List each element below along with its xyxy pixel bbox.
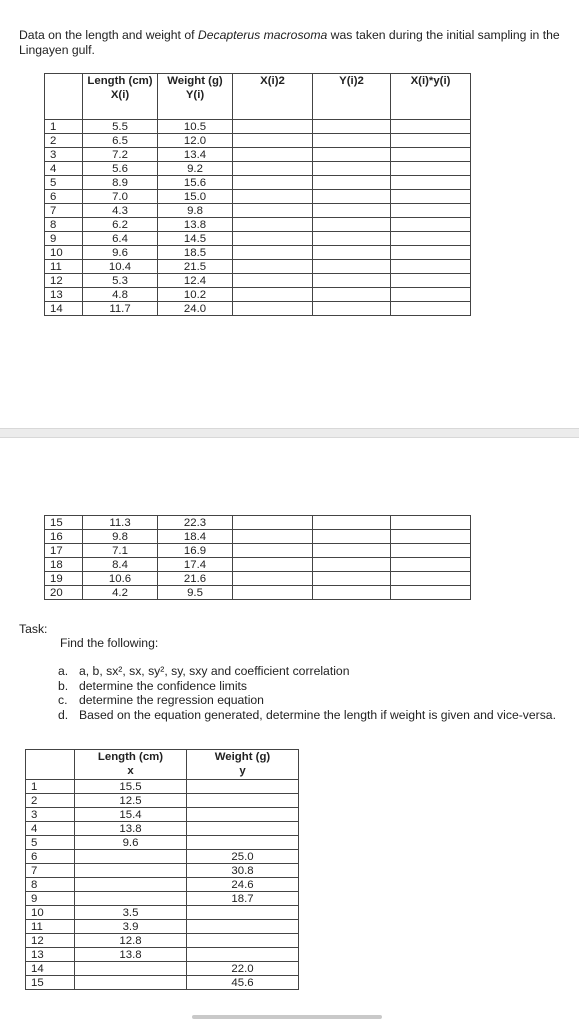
intro-paragraph [19, 28, 564, 58]
row-index: 13 [26, 948, 75, 962]
y-squared-cell [313, 204, 391, 218]
t2-header-weight-label: Weight (g) [214, 751, 271, 763]
length-value: 4.8 [83, 288, 158, 302]
table-row [45, 246, 471, 260]
table-row [26, 934, 299, 948]
task-item [58, 693, 563, 708]
row-index: 11 [26, 920, 75, 934]
task-marker: a. [58, 664, 69, 678]
xy-product-cell [391, 204, 471, 218]
t2-header-x-label: x [127, 765, 134, 777]
row-index: 9 [26, 892, 75, 906]
table-row [26, 976, 299, 990]
x-squared-cell [233, 572, 313, 586]
length-value [75, 976, 187, 990]
y-squared-cell [313, 232, 391, 246]
xy-product-cell [391, 232, 471, 246]
task-label: Task: [19, 622, 48, 636]
y-squared-cell [313, 586, 391, 600]
y-squared-cell [313, 530, 391, 544]
table-row [45, 260, 471, 274]
species-name: Decapterus macrosoma [197, 28, 328, 43]
weight-value: 15.6 [158, 176, 233, 190]
x-squared-cell [233, 274, 313, 288]
weight-value: 17.4 [158, 558, 233, 572]
table-row [45, 148, 471, 162]
length-value: 15.4 [75, 808, 187, 822]
table-row [26, 920, 299, 934]
weight-value: 9.8 [158, 204, 233, 218]
weight-value: 18.5 [158, 246, 233, 260]
weight-value [187, 948, 299, 962]
y-squared-cell [313, 302, 391, 316]
row-index: 8 [26, 878, 75, 892]
weight-value: 22.0 [187, 962, 299, 976]
length-value: 7.2 [83, 148, 158, 162]
task-text: Based on the equation generated, determine the length if weight is given and vice-versa. [79, 707, 556, 722]
x-squared-cell [233, 218, 313, 232]
weight-value: 45.6 [187, 976, 299, 990]
length-value: 8.9 [83, 176, 158, 190]
weight-value: 25.0 [187, 850, 299, 864]
length-value: 5.6 [83, 162, 158, 176]
table-row [45, 204, 471, 218]
length-value: 12.5 [75, 794, 187, 808]
table-row [45, 572, 471, 586]
weight-value: 10.5 [158, 120, 233, 134]
task-item [58, 664, 563, 679]
weight-value [187, 780, 299, 794]
weight-value [187, 822, 299, 836]
weight-value: 21.6 [158, 572, 233, 586]
length-value: 9.6 [75, 836, 187, 850]
y-squared-cell [313, 246, 391, 260]
length-value: 4.2 [83, 586, 158, 600]
row-index: 13 [45, 288, 83, 302]
task-text: determine the confidence limits [79, 678, 248, 693]
row-index: 5 [26, 836, 75, 850]
weight-value: 16.9 [158, 544, 233, 558]
table-row [26, 780, 299, 794]
y-squared-cell [313, 274, 391, 288]
length-value: 10.6 [83, 572, 158, 586]
weight-value [187, 906, 299, 920]
t2-header-index [26, 750, 75, 780]
xy-product-cell [391, 274, 471, 288]
table-row [26, 822, 299, 836]
length-value: 3.9 [75, 920, 187, 934]
x-squared-cell [233, 586, 313, 600]
xy-product-cell [391, 302, 471, 316]
table-row [45, 544, 471, 558]
length-value: 11.7 [83, 302, 158, 316]
weight-value [187, 808, 299, 822]
weight-value: 9.5 [158, 586, 233, 600]
x-squared-cell [233, 176, 313, 190]
weight-value [187, 836, 299, 850]
header-index [45, 74, 83, 120]
task-item [58, 679, 563, 694]
x-squared-cell [233, 134, 313, 148]
horizontal-scrollbar[interactable] [192, 1015, 382, 1019]
length-value: 10.4 [83, 260, 158, 274]
weight-value: 9.2 [158, 162, 233, 176]
y-squared-cell [313, 218, 391, 232]
y-squared-cell [313, 288, 391, 302]
xy-product-cell [391, 162, 471, 176]
x-squared-cell [233, 558, 313, 572]
weight-value: 21.5 [158, 260, 233, 274]
length-value [75, 864, 187, 878]
t2-header-weight [187, 750, 299, 780]
length-value: 6.4 [83, 232, 158, 246]
weight-value: 18.4 [158, 530, 233, 544]
row-index: 14 [45, 302, 83, 316]
weight-value: 14.5 [158, 232, 233, 246]
page-break-divider [0, 428, 579, 438]
y-squared-cell [313, 572, 391, 586]
row-index: 1 [45, 120, 83, 134]
y-squared-cell [313, 544, 391, 558]
y-squared-cell [313, 176, 391, 190]
weight-value: 13.8 [158, 218, 233, 232]
header-xy-product: X(i)*y(i) [391, 74, 471, 120]
table-row [26, 906, 299, 920]
intro-text-before: Data on the length and weight of [19, 28, 198, 43]
header-x-squared: X(i)2 [233, 74, 313, 120]
table-row [26, 850, 299, 864]
weight-value: 12.4 [158, 274, 233, 288]
row-index: 12 [26, 934, 75, 948]
length-value: 8.4 [83, 558, 158, 572]
weight-value: 15.0 [158, 190, 233, 204]
row-index: 16 [45, 530, 83, 544]
row-index: 18 [45, 558, 83, 572]
table-row [26, 864, 299, 878]
table-row [45, 274, 471, 288]
row-index: 3 [26, 808, 75, 822]
y-squared-cell [313, 260, 391, 274]
xy-product-cell [391, 516, 471, 530]
table-row [26, 808, 299, 822]
length-value: 4.3 [83, 204, 158, 218]
table-row [26, 836, 299, 850]
length-value: 13.8 [75, 948, 187, 962]
y-squared-cell [313, 516, 391, 530]
row-index: 10 [45, 246, 83, 260]
table-row [45, 558, 471, 572]
table-row [45, 134, 471, 148]
header-y-squared: Y(i)2 [313, 74, 391, 120]
length-value: 5.5 [83, 120, 158, 134]
x-squared-cell [233, 260, 313, 274]
table-row [45, 218, 471, 232]
length-value: 3.5 [75, 906, 187, 920]
weight-value: 12.0 [158, 134, 233, 148]
x-squared-cell [233, 148, 313, 162]
row-index: 20 [45, 586, 83, 600]
x-squared-cell [233, 544, 313, 558]
row-index: 7 [45, 204, 83, 218]
y-squared-cell [313, 558, 391, 572]
table-row [26, 948, 299, 962]
y-squared-cell [313, 134, 391, 148]
xy-product-cell [391, 260, 471, 274]
table-row [26, 892, 299, 906]
x-squared-cell [233, 530, 313, 544]
xy-product-cell [391, 148, 471, 162]
row-index: 6 [26, 850, 75, 864]
task-text: a, b, sx², sx, sy², sy, sxy and coefficient correlation [79, 664, 350, 678]
length-value [75, 850, 187, 864]
length-value: 5.3 [83, 274, 158, 288]
weight-value [187, 794, 299, 808]
row-index: 4 [26, 822, 75, 836]
x-squared-cell [233, 190, 313, 204]
table-row [45, 162, 471, 176]
y-squared-cell [313, 148, 391, 162]
length-value: 9.6 [83, 246, 158, 260]
row-index: 15 [26, 976, 75, 990]
row-index: 9 [45, 232, 83, 246]
row-index: 8 [45, 218, 83, 232]
task-list [58, 664, 563, 722]
row-index: 7 [26, 864, 75, 878]
table-row [45, 586, 471, 600]
y-squared-cell [313, 120, 391, 134]
x-squared-cell [233, 204, 313, 218]
xy-product-cell [391, 288, 471, 302]
sample-table [25, 749, 299, 990]
x-squared-cell [233, 302, 313, 316]
weight-value: 24.0 [158, 302, 233, 316]
row-index: 2 [26, 794, 75, 808]
length-value: 7.1 [83, 544, 158, 558]
table-row [45, 516, 471, 530]
header-weight: Weight (g) Y(i) [158, 74, 233, 120]
table-row [26, 794, 299, 808]
row-index: 11 [45, 260, 83, 274]
xy-product-cell [391, 190, 471, 204]
length-value [75, 892, 187, 906]
weight-value: 18.7 [187, 892, 299, 906]
intro-text-after: was taken during the initial sampling in the Lingayen gulf. [19, 28, 560, 58]
x-squared-cell [233, 162, 313, 176]
xy-product-cell [391, 120, 471, 134]
header-length: Length (cm) X(i) [83, 74, 158, 120]
row-index: 3 [45, 148, 83, 162]
row-index: 12 [45, 274, 83, 288]
xy-product-cell [391, 558, 471, 572]
row-index: 6 [45, 190, 83, 204]
xy-product-cell [391, 530, 471, 544]
y-squared-cell [313, 190, 391, 204]
row-index: 2 [45, 134, 83, 148]
table-row [26, 962, 299, 976]
row-index: 14 [26, 962, 75, 976]
task-marker: c. [58, 693, 68, 707]
t2-header-y-label: y [239, 765, 246, 777]
weight-value: 10.2 [158, 288, 233, 302]
table-row [26, 878, 299, 892]
table-row [45, 190, 471, 204]
data-table-page2 [44, 515, 471, 600]
length-value: 6.2 [83, 218, 158, 232]
task-intro: Find the following: [60, 636, 159, 650]
table-row [45, 288, 471, 302]
xy-product-cell [391, 176, 471, 190]
table-row [45, 530, 471, 544]
table-row [45, 302, 471, 316]
x-squared-cell [233, 232, 313, 246]
weight-value: 22.3 [158, 516, 233, 530]
table-row [45, 176, 471, 190]
row-index: 5 [45, 176, 83, 190]
data-table-page1 [44, 73, 471, 316]
x-squared-cell [233, 288, 313, 302]
row-index: 10 [26, 906, 75, 920]
length-value: 15.5 [75, 780, 187, 794]
length-value: 7.0 [83, 190, 158, 204]
length-value: 13.8 [75, 822, 187, 836]
length-value: 11.3 [83, 516, 158, 530]
t2-header-length [75, 750, 187, 780]
x-squared-cell [233, 120, 313, 134]
row-index: 17 [45, 544, 83, 558]
x-squared-cell [233, 246, 313, 260]
xy-product-cell [391, 572, 471, 586]
row-index: 4 [45, 162, 83, 176]
weight-value: 30.8 [187, 864, 299, 878]
table-row [45, 232, 471, 246]
weight-value: 13.4 [158, 148, 233, 162]
length-value: 9.8 [83, 530, 158, 544]
xy-product-cell [391, 544, 471, 558]
task-text: determine the regression equation [79, 693, 264, 707]
xy-product-cell [391, 246, 471, 260]
task-item [58, 708, 563, 723]
x-squared-cell [233, 516, 313, 530]
length-value [75, 962, 187, 976]
y-squared-cell [313, 162, 391, 176]
row-index: 15 [45, 516, 83, 530]
task-marker: d. [58, 707, 69, 722]
row-index: 1 [26, 780, 75, 794]
length-value: 6.5 [83, 134, 158, 148]
row-index: 19 [45, 572, 83, 586]
t2-header-length-label: Length (cm) [97, 751, 164, 763]
weight-value: 24.6 [187, 878, 299, 892]
xy-product-cell [391, 586, 471, 600]
task-marker: b. [58, 678, 69, 693]
length-value: 12.8 [75, 934, 187, 948]
weight-value [187, 920, 299, 934]
weight-value [187, 934, 299, 948]
xy-product-cell [391, 218, 471, 232]
table-row [45, 120, 471, 134]
length-value [75, 878, 187, 892]
xy-product-cell [391, 134, 471, 148]
